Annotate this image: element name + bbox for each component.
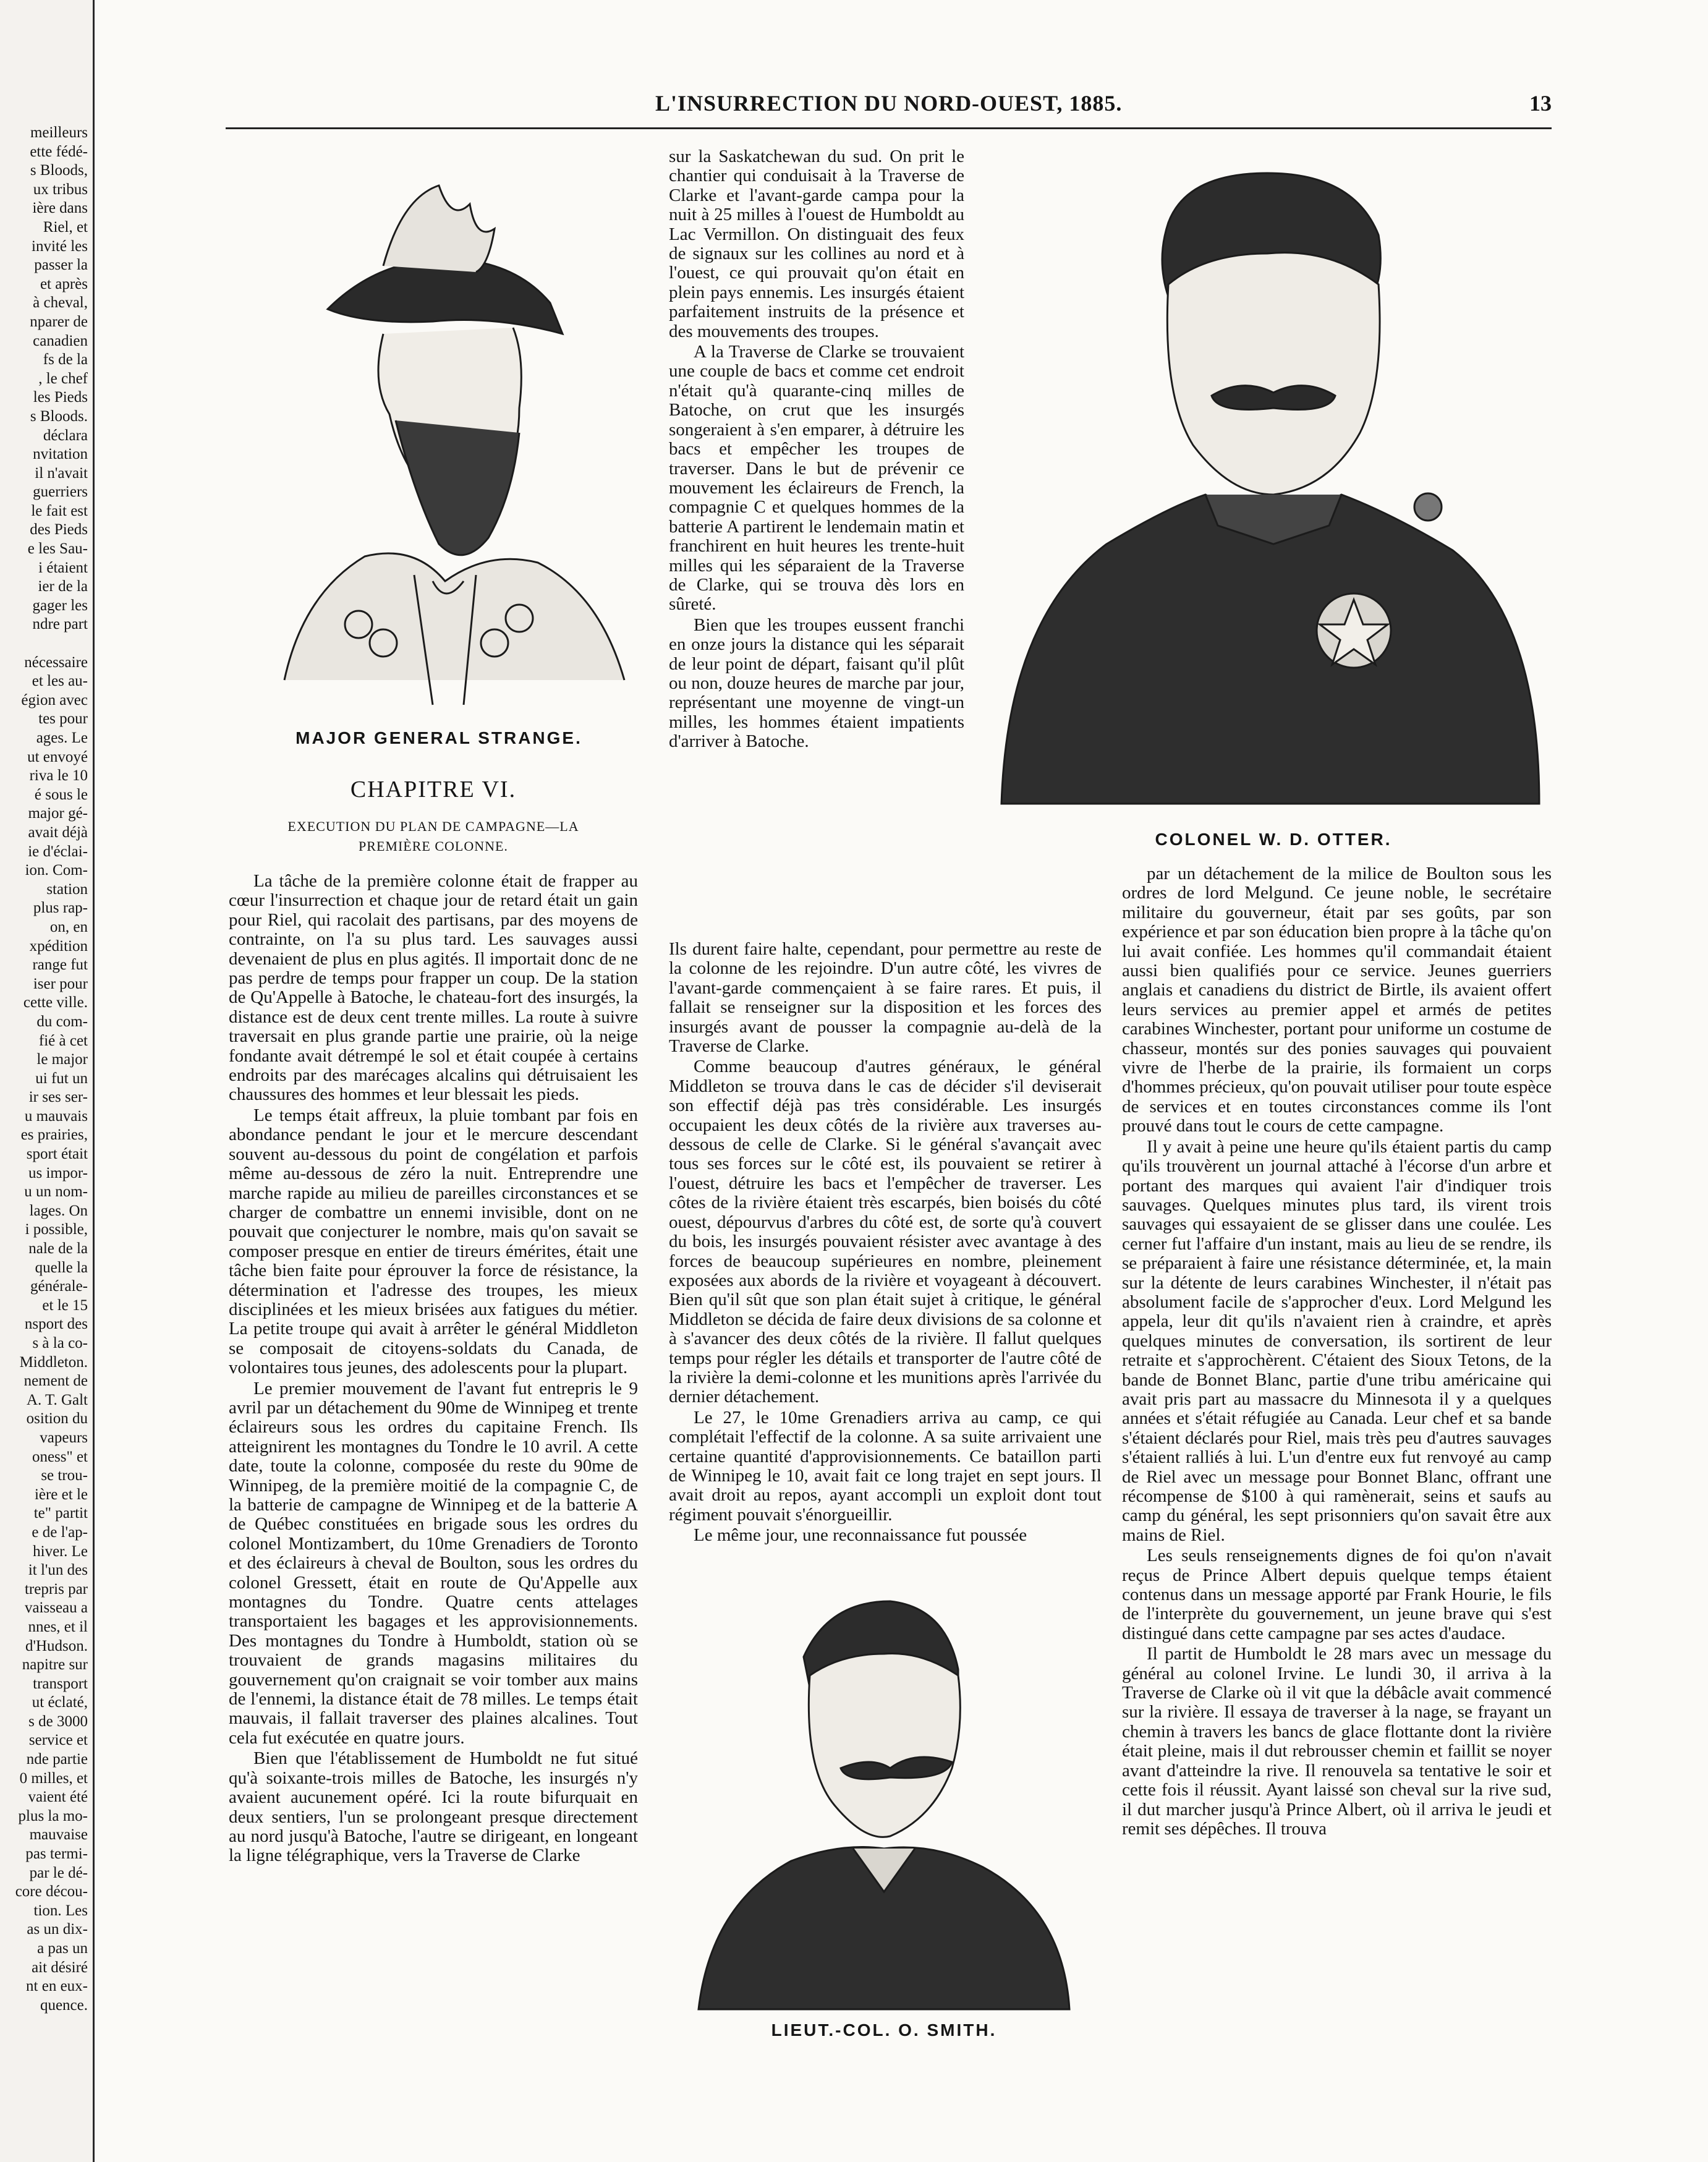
spine-line: transport [33,1675,88,1692]
spine-line: nnes, et il [28,1618,88,1635]
paragraph: Les seuls renseignements dignes de foi qu'on n'avait reçus de Prince Albert depuis quelque temps étaient contenus dans un message apporté par Frank Hourie, le fils de l'interprète du gouvernement, un jeune brave qui s'est distingué dans cette campagne par ses actes d'audace. [1122,1546,1552,1643]
spine-line: é sous le [34,786,88,803]
spine-line: ier de la [38,578,88,595]
caption-otter: COLONEL W. D. OTTER. [1155,830,1392,849]
spine-line [0,634,88,653]
spine-line: on, en [49,918,88,935]
spine-line: e de l'ap- [32,1523,88,1541]
spine-line: ie d'éclai- [28,843,88,860]
spine-line: hiver. Le [33,1543,88,1560]
spine-line: as un dix- [27,1921,88,1938]
spine-line: s à la co- [32,1335,88,1351]
caption-strange: MAJOR GENERAL STRANGE. [295,728,582,747]
chapter-heading [229,776,638,856]
spine-line: se trou- [41,1467,88,1484]
spine-line: ut éclaté, [32,1694,88,1711]
spine-line: et le 15 [42,1296,88,1314]
spine-line: déclara [43,427,88,444]
spine-line: il n'avait [35,464,88,482]
spine-line: xpédition [29,937,88,955]
paragraph: A la Traverse de Clarke se trouvaient une couple de bacs et comme cet endroit n'était qu'à quarante-cinq milles de Batoche, on crut que les insurgés songeraient à s'en emparer, à détruire les bacs et empêcher les troupes de traverser. Dans le but de prévenir ce mouvement les éclaireurs de French, la compagnie C et quelques hommes de la batterie A partirent le lendemain matin et franchirent en huit heures les trente-huit milles qui les séparaient de la Traverse de Clarke, qui se trouva dès lors en sûreté. [669,342,964,615]
spine-line: nde partie [26,1751,88,1768]
spine-line: riva le 10 [29,767,88,785]
spine-line: tes pour [38,710,88,728]
spine-line: ière et le [34,1486,88,1503]
spine-line: fs de la [43,351,88,368]
paragraph: Le même jour, une reconnaissance fut poussée [694,1525,1027,1546]
portrait-otter-illustration [983,148,1552,822]
paragraph: Comme beaucoup d'autres généraux, le général Middleton se trouva dans le cas de décider s'il deviserait son effectif déjà pas très considérable. Les insurgés occupaient les deux côtés de la rivière aux traverses au-dessous de celle de Clarke. Si le général s'avançait avec tous ses forces sur le côté est, ils pouvaient se retirer à l'ouest, détruire les bacs et l'empêcher de traverser. Les côtes de la rivière étaient très escarpés, bien boisés du côté ouest, dépourvus d'arbres du côté est, de sorte qu'à couvert du bois, les insurgés pouvaient résister avec avantage à des forces de beaucoup supérieures en nombre, pleinement exposées aux abords de la rivière et voyageant à découvert. Bien qu'il sût que son plan était sujet à critique, le général Middleton se décida de faire deux divisions de sa colonne et à s'avancer des deux côtés de la rivière. Il fallut quelques temps pour régler les détails et transporter de l'autre côté de la rivière la demi-colonne et les munitions après l'arrivée du dernier détachement. [669,1057,1102,1407]
spine-line: i étaient [38,559,88,576]
spine-text [0,124,88,2015]
paragraph: Il y avait à peine une heure qu'ils étaient partis du camp qu'ils trouvèrent un journal attaché à l'écorse d'un arbre et portant des marques qui avaient l'air d'indiquer trois sauvages. Quelques minutes plus tard, ils virent trois sauvages qui essayaient de se glisser dans une coulée. Les cerner fut l'affaire d'un instant, mais au lieu de se rendre, ils se préparaient à faire une résistance déterminée, et, la main sur la détente de leurs carabines Winchester, il n'était pas absolument facile de s'approcher d'eux. Lord Melgund les appela, leur dit qu'ils n'avaient rien à craindre, et après quelques minutes de conversation, ils sortirent de leur retraite et s'approchèrent. C'étaient des Sioux Tetons, de la bande de Bonnet Blanc, partie d'une tribu américaine qui avait pris part au massacre du Minnesota il y a quelques années et s'était réfugiée au Canada. Leur chef et sa bande s'étaient déclarés pour Riel, mais très peu d'autres sauvages s'étaient ralliés à lui. L'un d'entre eux fut renvoyé au camp de Riel avec un message pour Bonnet Blanc, offrant une récompense de $100 à qui ramènerait, seins et saufs au camp du général, les sept prisonniers qu'on savait être aux mains de Riel. [1122,1136,1552,1545]
spine-line: nement de [23,1373,88,1390]
spine-line: canadien [33,332,88,349]
header-rule [226,127,1552,129]
spine-line: générale- [30,1278,88,1295]
spine-line: nsport des [24,1316,88,1333]
running-title: L'INSURRECTION DU NORD-OUEST, 1885. [655,91,1123,116]
spine-line: oness" et [32,1448,88,1465]
paragraph: Le 27, le 10me Grenadiers arriva au camp, ce qui complétait l'effectif de la colonne. A sa suite arrivaient une certaine quantité d'approvisionnements. Ce bataillon parti de Winnipeg le 10, avait fait ce long trajet en sept jours. Il avait droit au repos, ayant accompli un exploit dont tout régiment pouvait s'énorgueillir. [669,1407,1102,1525]
spine-line: les Pieds [33,389,88,406]
spine-line: et après [40,275,88,292]
spine-line: cette ville. [23,994,88,1011]
spine-line: ages. Le [36,730,88,746]
spine-line: fié à cet [38,1032,88,1049]
spine-line: nale de la [28,1240,88,1258]
spine-line: nt en eux- [26,1978,88,1995]
paragraph: Il partit de Humboldt le 28 mars avec un message du général au colonel Irvine. Le lundi 30, il arriva à la Traverse de Clarke où il vit que la débâcle avait commencé sur la rivière. Il essaya de traverser à la nage, se frayant un chemin à travers les bancs de glace flottante dont la rivière était pleine, mais il dut rebrousser chemin et faillit se noyer avant d'atteindre la rive. Il renouvela sa tentative le soir et cette fois il réussit. Ayant laissé son cheval sur la rive sud, il dut marcher jusqu'à Prince Albert, où il arriva le jeudi et remit ses dépêches. Il trouva [1122,1644,1552,1839]
spine-line: quence. [40,1996,88,2014]
portrait-smith-illustration [686,1583,1082,2015]
spine-line: major gé- [28,805,88,822]
spine-line: quelle la [35,1259,88,1276]
paragraph: Ils durent faire halte, cependant, pour permettre au reste de la colonne de les rejoindre. D'un autre côté, les vivres de l'avant-garde commençaient à se faire rares. Et puis, il fallait se renseigner sur la disposition et les forces des insurgés avant de pousser la compagnie au-delà de la Traverse de Clarke. [669,939,1102,1057]
spine-line: range fut [32,956,88,974]
spine-line: core décou- [15,1883,88,1900]
spine-line: ière dans [32,200,88,217]
spine-line: le fait est [31,502,88,519]
spine-line: A. T. Galt [26,1391,88,1408]
spine-line: Riel, et [43,218,88,236]
spine-line: i possible, [25,1221,88,1238]
spine-line: d'Hudson. [25,1637,88,1654]
spine-line: Middleton. [19,1353,88,1371]
spine-line: du com- [36,1013,88,1030]
spine-line: s Bloods. [30,407,88,425]
spine-line: ette fédé- [30,143,88,160]
spine-line: le major [36,1051,88,1068]
spine-line: station [46,880,88,898]
spine-line: guerriers [33,483,88,501]
spine-line: service et [28,1732,88,1749]
column-1 [229,872,638,1867]
spine-line: par le dé- [29,1864,88,1881]
spine-line: u mauvais [24,1107,88,1125]
spine-line: meilleurs [30,124,88,141]
spine-line: iser pour [33,975,88,992]
paragraph: Bien que les troupes eussent franchi en onze jours la distance qui les séparait de leur point de départ, faisant qu'il plût ou non, douze heures de marche par jour, représentant une moyenne de vingt-un milles, les hommes étaient impatients d'arriver à Batoche. [669,615,964,752]
spine-line: napitre sur [22,1656,88,1674]
chapter-subtitle-line-2: PREMIÈRE COLONNE. [359,838,508,854]
spine-line: te" partit [33,1505,88,1522]
spine-line: invité les [32,237,88,255]
spine-line: ui fut un [35,1070,88,1087]
spine-line: tion. Les [33,1902,88,1919]
spine-line: lages. On [29,1202,88,1219]
spine-line: passer la [34,257,88,274]
spine-line: des Pieds [30,521,88,538]
paragraph: par un détachement de la milice de Boulton sous les ordres de lord Melgund. Ce jeune noble, le secrétaire militaire du gouverneur, était par ses goûts, par son expérience et par son éducation bien propre à la tâche qu'on lui avait confiée. Les hommes qu'il commandait étaient aussi bien qualifiés pour ce service. Jeunes guerriers anglais et canadiens du district de Birtle, ils avaient offert leurs services au premier appel et armés de petites carabines Winchester, portant pour uniforme un costume de chasseur, montés sur des ponies sauvages qui pouvaient vivre de l'herbe de la prairie, ils formaient un corps d'hommes précieux, qu'on pouvait utiliser pour toute espèce de services et en toutes circonstances comme ils l'ont prouvé dans tout le cours de cette campagne. [1122,864,1552,1136]
spine-line: avait déjà [28,824,88,841]
spine-line: ir ses ser- [28,1089,88,1106]
spine-line: à cheval, [33,294,88,312]
spine-line: u un nom- [24,1183,88,1201]
spine-line: ut envoyé [27,748,88,765]
paragraph: Bien que l'établissement de Humboldt ne fut situé qu'à soixante-trois milles de Batoche, les insurgés n'y avaient aucunement opéré. Ici la route bifurquait en deux sentiers, l'un se prolongeant presque directement au nord jusqu'à Batoche, l'autre se dirigeant, en longeant la ligne télégraphique, vers la Traverse de Clarke [229,1748,638,1866]
portrait-strange-illustration [229,148,649,730]
spine-line: it l'un des [28,1562,88,1579]
spine-line: ndre part [32,616,88,633]
spine-line: es prairies, [20,1126,88,1144]
spine-line: , le chef [38,370,88,387]
spine-line: ux tribus [33,181,88,198]
spine-line: 0 milles, et [19,1769,88,1787]
spine-line: vapeurs [40,1429,88,1446]
column-2-upper [669,147,964,753]
paragraph: sur la Saskatchewan du sud. On prit le chantier qui conduisait à la Traverse de Clarke et l'avant-garde campa pour la nuit à 25 milles à l'ouest de Humboldt au Lac Vermillon. On distinguait des feux de signaux sur les collines au nord et à l'ouest, ce qui prouvait qu'on était en plein pays ennemis. Les insurgés étaient parfaitement instruits de la présence et des mouvements des troupes. [669,147,964,341]
chapter-subtitle [229,817,638,856]
spine-line: vaisseau a [24,1599,88,1617]
page-header [223,87,1552,124]
chapter-title: CHAPITRE VI. [350,777,517,802]
paragraph: Le temps était affreux, la pluie tombant par fois en abondance pendant le jour et le mercure descendant souvent au-dessous du point de congélation et parfois même au-dessous de zéro la nuit. Entreprendre une marche rapide au milieu de pareilles circonstances et se charger de combattre un ennemi invisible, dont on ne pouvait que conjecturer le nombre, mais qu'on savait se composer presque en entier de tireurs émérites, était une tâche bien faite pour éprouver la force de résistance, la détermination et l'adresse des troupes, les mieux disciplinées et les mieux brisées aux fatigues du métier. La petite troupe qui avait à arrêter le général Middleton se composait de citoyens-soldats du Canada, de volontaires tous jeunes, des adolescents pour la plupart. [229,1105,638,1378]
spine-line: gager les [32,597,88,614]
spine-line: plus rap- [33,900,88,917]
spine-line: us impor- [28,1164,88,1181]
spine-line: égion avec [21,691,88,709]
page-number: 13 [1529,91,1552,116]
spine-line: mauvaise [29,1826,88,1844]
spine-line: e les Sau- [27,540,88,558]
spine-line: s de 3000 [28,1713,88,1730]
spine-line: vaient été [28,1789,88,1806]
spine-line: osition du [26,1410,88,1428]
paragraph: Le premier mouvement de l'avant fut entrepris le 9 avril par un détachement du 90me de Winnipeg et trente éclaireurs sous les ordres du capitaine French. Ils atteignirent les montagnes du Tondre le 10 avril. A cette date, toute la colonne, composée du reste du 90me de Winnipeg, de la première moitié de la compagnie C, de la batterie de campagne de Winnipeg et de la batterie A de Québec constituées en brigade sous les ordres du colonel Montizambert, du 10me Grenadiers de Toronto et des éclaireurs à cheval de Boulton, sous les ordres du colonel Gressett, était en route de Qu'Appelle aux montagnes du Tondre. Quatre cents attelages transportaient les bagages et les approvisionnements. Des montagnes du Tondre à Humboldt, station où se trouvaient de grands magasins militaires du gouvernement qu'on craignait se voir tomber aux mains de l'ennemi, la distance était de 78 milles. Le temps était mauvais, il fallait traverser des plaines alcalines. Tout cela fut exécutée en quatre jours. [229,1378,638,1748]
chapter-subtitle-line-1: EXECUTION DU PLAN DE CAMPAGNE—LA [287,819,579,834]
column-2-lower [669,940,1102,1547]
spine-line: sport était [26,1146,88,1163]
spine-line: plus la mo- [18,1807,88,1824]
spine-line: nparer de [30,313,88,330]
spine-line: trepris par [24,1580,88,1598]
spine-line: pas termi- [25,1845,88,1863]
spine-line: ait désiré [32,1959,88,1976]
adjacent-page-spine [0,0,95,2162]
paragraph: La tâche de la première colonne était de frapper au cœur l'insurrection et chaque jour de retard était un gain pour Riel, qui racolait des partisans, par des moyens de contrainte, on l'a su plus tard. Les sauvages aussi devenaient de plus en plus agités. Il importait donc de ne pas perdre de temps pour frapper un coup. De la station de Qu'Appelle à Batoche, le chateau-fort des insurgés, la distance est de deux cent trente milles. La route à suivre traversait en plus grande partie une prairie, où la neige fondante avait détrempé le sol et était coupée à certains endroits par des marécages alcalins qui détruisaient les chaussures des hommes et leur blessait les pieds. [229,871,638,1105]
spine-line: nécessaire [24,653,88,671]
caption-smith: LIEUT.-COL. O. SMITH. [771,2020,997,2040]
spine-line: s Bloods, [30,162,88,179]
column-3 [1122,864,1552,1840]
spine-line: nvitation [33,446,88,463]
spine-line: ion. Com- [25,862,88,879]
spine-line: a pas un [37,1940,88,1957]
spine-line: et les au- [32,673,88,690]
